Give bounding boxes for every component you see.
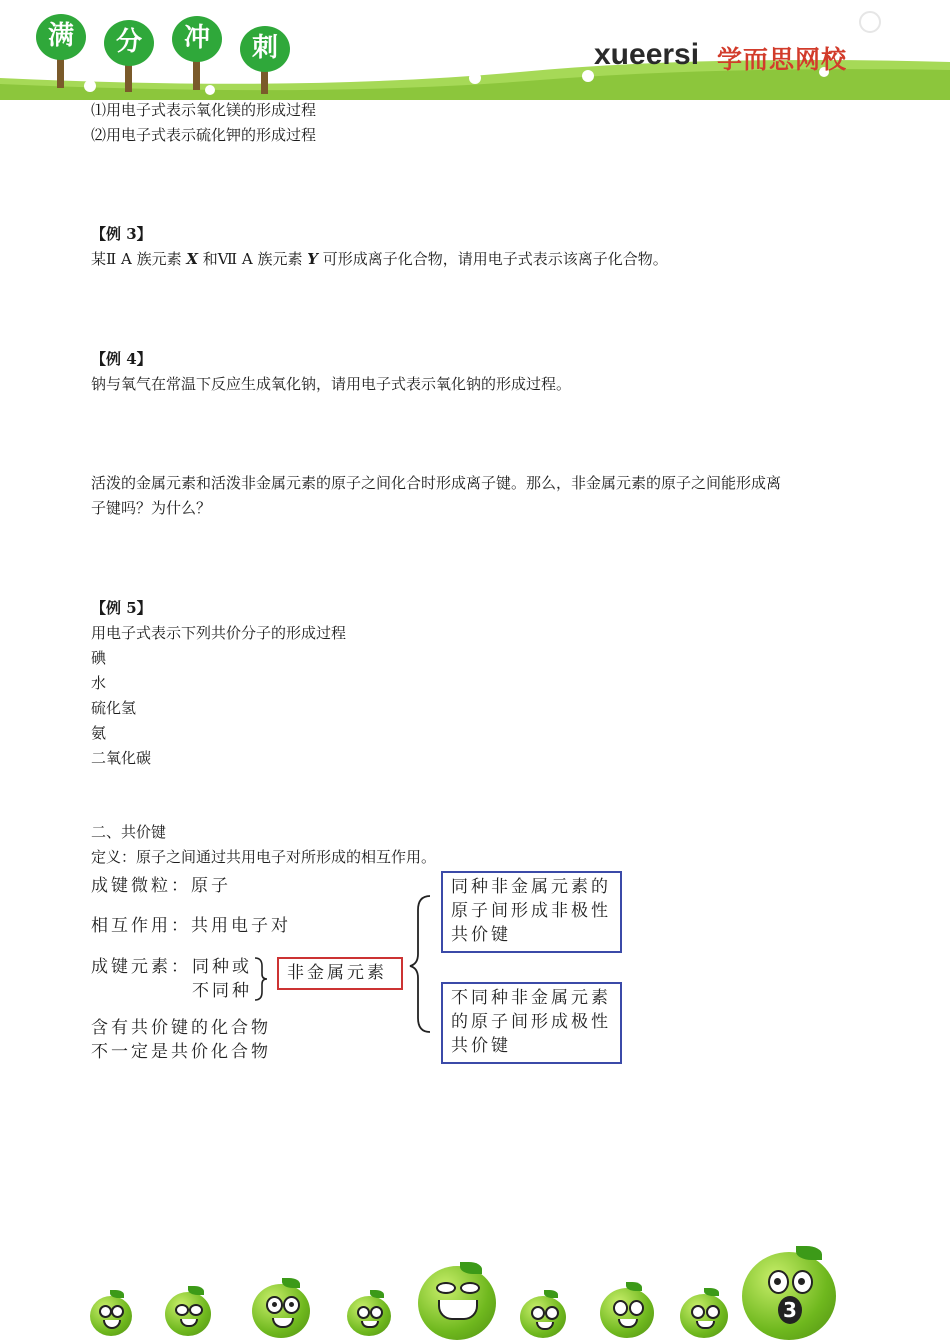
example-4-text: 钠与氧气在常温下反应生成氧化钠，请用电子式表示氧化钠的形成过程。 (91, 375, 572, 393)
diagram-note-line-2: 不一定是共价化合物 (91, 1042, 271, 1062)
element-y: Y (307, 250, 318, 268)
nonpolar-line-2: 原子间形成非极性 (451, 901, 611, 921)
apple-face-icon (252, 1284, 310, 1338)
tree-trunk (125, 62, 132, 92)
apple-face-icon (90, 1296, 132, 1336)
diagram-same-or: 同种或 (192, 957, 252, 977)
right-brace-icon (252, 956, 270, 1002)
intro-item-1: ⑴用电子式表示氧化镁的形成过程 (91, 101, 317, 119)
apple-face-icon (520, 1296, 566, 1338)
leaf-icon (370, 1290, 384, 1298)
apple-laughing-icon (418, 1266, 496, 1340)
leaf-icon (626, 1282, 642, 1291)
diagram-particle: 成键微粒：原子 (91, 876, 231, 896)
brand-logo-en: xueersi (594, 38, 700, 71)
leaf-icon (704, 1288, 719, 1296)
nonmetal-box (277, 957, 403, 990)
question-line-2: 子键吗？为什么？ (91, 499, 212, 517)
leaf-icon (188, 1286, 204, 1295)
tree-trunk (57, 58, 64, 88)
example-5-item: 硫化氢 (91, 699, 137, 717)
polar-line-1: 不同种非金属元素 (451, 988, 611, 1008)
leaf-icon (110, 1290, 124, 1298)
leaf-icon (544, 1290, 558, 1298)
apple-page-number-icon (742, 1252, 836, 1340)
diagram-interaction: 相互作用：共用电子对 (91, 916, 291, 936)
footer-decoration (0, 1240, 950, 1344)
left-brace-icon (406, 894, 436, 1034)
nonpolar-line-3: 共价键 (451, 925, 511, 945)
tree-trunk (193, 60, 200, 90)
leaf-icon (282, 1278, 300, 1288)
tree-icon-ci: 刺 (240, 26, 290, 72)
diagram-elements-label: 成键元素： (91, 957, 191, 977)
example-3-text-post: 可形成离子化合物，请用电子式表示该离子化合物。 (317, 250, 668, 268)
page-header (0, 0, 950, 100)
apple-face-icon (347, 1296, 391, 1336)
example-5-title: 【例 5】 (91, 599, 152, 617)
question-line-1: 活泼的金属元素和活泼非金属元素的原子之间化合时形成离子键。那么，非金属元素的原子之间能形成离 (91, 474, 782, 492)
section-2-definition: 定义：原子之间通过共用电子对所形成的相互作用。 (91, 848, 437, 866)
intro-item-2: ⑵用电子式表示硫化钾的形成过程 (91, 126, 317, 144)
nonpolar-bond-box (441, 871, 622, 953)
example-3-text-mid: 和Ⅶ A 族元素 (197, 250, 308, 268)
example-5-intro: 用电子式表示下列共价分子的形成过程 (91, 624, 347, 642)
apple-face-icon (600, 1288, 654, 1338)
apple-face-icon (165, 1292, 211, 1336)
section-2-heading: 二、共价键 (91, 823, 167, 841)
diagram-note-line-1: 含有共价键的化合物 (91, 1018, 271, 1038)
nonmetal-box-label: 非金属元素 (287, 963, 387, 983)
example-3-title: 【例 3】 (91, 225, 152, 243)
nonpolar-line-1: 同种非金属元素的 (451, 877, 611, 897)
apple-face-icon (680, 1294, 728, 1338)
polar-bond-box (441, 982, 622, 1064)
tree-icon-chong: 冲 (172, 16, 222, 62)
example-4-title: 【例 4】 (91, 350, 152, 368)
polar-line-3: 共价键 (451, 1036, 511, 1056)
polar-line-2: 的原子间形成极性 (451, 1012, 611, 1032)
tree-icon-man: 满 (36, 14, 86, 60)
element-x: X (186, 250, 198, 268)
example-5-item: 氨 (91, 724, 107, 742)
example-5-item: 二氧化碳 (91, 749, 152, 767)
diagram-different: 不同种 (192, 981, 252, 1001)
brand-logo-cn: 学而思网校 (717, 45, 848, 74)
example-3-text (91, 247, 668, 272)
example-3-text-pre: 某Ⅱ A 族元素 (91, 250, 187, 268)
tree-icon-fen: 分 (104, 20, 154, 66)
page-number: 3 (778, 1296, 802, 1324)
example-5-item: 碘 (91, 649, 107, 667)
example-5-item: 水 (91, 674, 107, 692)
